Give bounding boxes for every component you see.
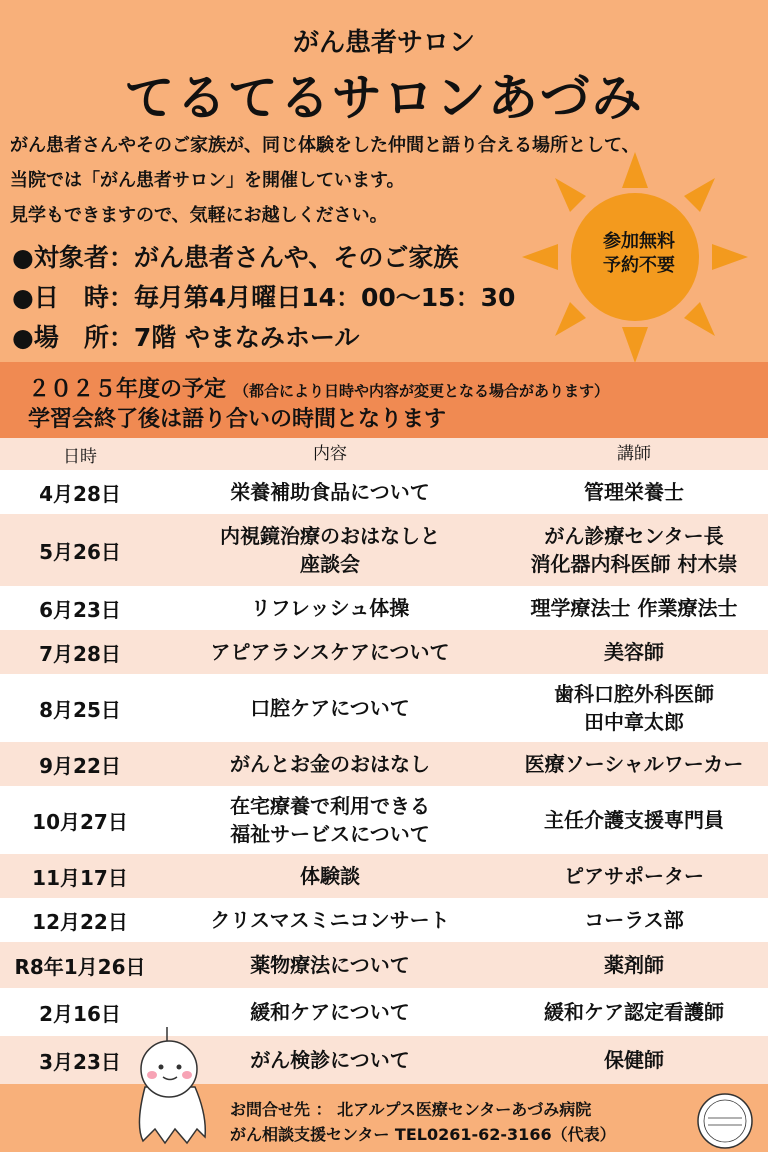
row-topic: リフレッシュ体操 (250, 596, 410, 620)
column-header-lecturer: 講師 (617, 444, 651, 464)
row-date: 9月22日 (39, 753, 121, 778)
intro-line: 当院では「がん患者サロン」を開催しています。 (10, 170, 405, 191)
row-lecturer: 緩和ケア認定看護師 (544, 1000, 724, 1024)
row-date: 12月22日 (32, 909, 128, 934)
row-lecturer: ピアサポーター (564, 864, 704, 888)
column-header-date: 日時 (63, 446, 97, 467)
row-topic: 栄養補助食品について (230, 480, 430, 504)
schedule-table (0, 438, 768, 1084)
hospital-seal-icon (696, 1092, 754, 1150)
info-place: ●場 所：7階 やまなみホール (12, 323, 360, 352)
table-row (0, 742, 768, 786)
table-row (0, 630, 768, 674)
row-lecturer: 管理栄養士 (584, 480, 684, 504)
table-row (0, 988, 768, 1036)
intro-line: がん患者さんやそのご家族が、同じ体験をした仲間と語り合える場所として、 (10, 135, 640, 156)
contact-line: がん相談支援センター TEL0261-62-3166（代表） (230, 1125, 616, 1144)
table-row (0, 674, 768, 742)
row-lecturer: 保健師 (604, 1048, 664, 1072)
row-lecturer: 主任介護支援専門員 (544, 808, 724, 832)
row-lecturer: 歯科口腔外科医師 田中章太郎 (554, 682, 714, 734)
table-row (0, 1036, 768, 1084)
intro-line: 見学もできますので、気軽にお越しください。 (10, 205, 388, 226)
row-date: 7月28日 (39, 641, 121, 666)
badge-free: 参加無料 (603, 231, 675, 252)
header (0, 0, 768, 362)
schedule-title (28, 372, 609, 403)
schedule-subtitle: 学習会終了後は語り合いの時間となります (28, 407, 447, 432)
row-topic: 在宅療養で利用できる 福祉サービスについて (230, 794, 430, 846)
info-datetime: ●日 時：毎月第4月曜日14：00～15：30 (12, 283, 516, 312)
contact-line: お問合せ先 ： 北アルプス医療センターあづみ病院 (230, 1100, 592, 1119)
column-header-topic: 内容 (313, 444, 347, 464)
contact-info (230, 1097, 616, 1147)
row-topic: がん検診について (250, 1048, 410, 1072)
row-date: 3月23日 (39, 1049, 121, 1074)
row-date: 4月28日 (39, 481, 121, 506)
row-topic: がんとお金のおはなし (230, 752, 430, 776)
table-row (0, 586, 768, 630)
page-title: てるてるサロンあづみ (124, 69, 644, 127)
row-date: 11月17日 (32, 865, 128, 890)
row-date: R8年1月26日 (14, 954, 146, 979)
row-lecturer: 医療ソーシャルワーカー (524, 752, 744, 776)
row-topic: 緩和ケアについて (250, 1000, 410, 1024)
row-date: 6月23日 (39, 597, 121, 622)
badge-no-reservation: 予約不要 (603, 255, 675, 276)
table-row (0, 470, 768, 514)
subtitle: がん患者サロン (292, 28, 475, 58)
row-topic: 内視鏡治療のおはなしと 座談会 (220, 524, 440, 576)
row-date: 2月16日 (39, 1001, 121, 1026)
row-lecturer: がん診療センター長 消化器内科医師 村木崇 (530, 524, 738, 576)
table-row (0, 786, 768, 854)
row-lecturer: 理学療法士 作業療法士 (530, 596, 738, 620)
row-lecturer: 薬剤師 (604, 953, 664, 977)
row-lecturer: 美容師 (604, 640, 664, 664)
row-lecturer: コーラス部 (584, 908, 684, 932)
row-topic: 薬物療法について (250, 953, 410, 977)
table-row (0, 898, 768, 942)
row-topic: クリスマスミニコンサート (210, 908, 450, 932)
row-topic: アピアランスケアについて (210, 640, 450, 664)
table-row (0, 942, 768, 988)
row-date: 5月26日 (39, 539, 121, 564)
sun-badge (584, 230, 694, 278)
table-header-row (0, 438, 768, 470)
schedule-note: （都合により日時や内容が変更となる場合があります） (234, 382, 610, 400)
teru-teru-bozu-icon (125, 1025, 215, 1145)
row-date: 10月27日 (32, 809, 128, 834)
table-row (0, 854, 768, 898)
info-list (12, 238, 515, 358)
row-topic: 体験談 (300, 864, 360, 888)
row-date: 8月25日 (39, 697, 121, 722)
schedule-title-text: ２０２５年度の予定 (28, 377, 227, 402)
row-topic: 口腔ケアについて (250, 696, 410, 720)
table-row (0, 514, 768, 586)
info-target: ●対象者：がん患者さんや、そのご家族 (12, 243, 459, 272)
